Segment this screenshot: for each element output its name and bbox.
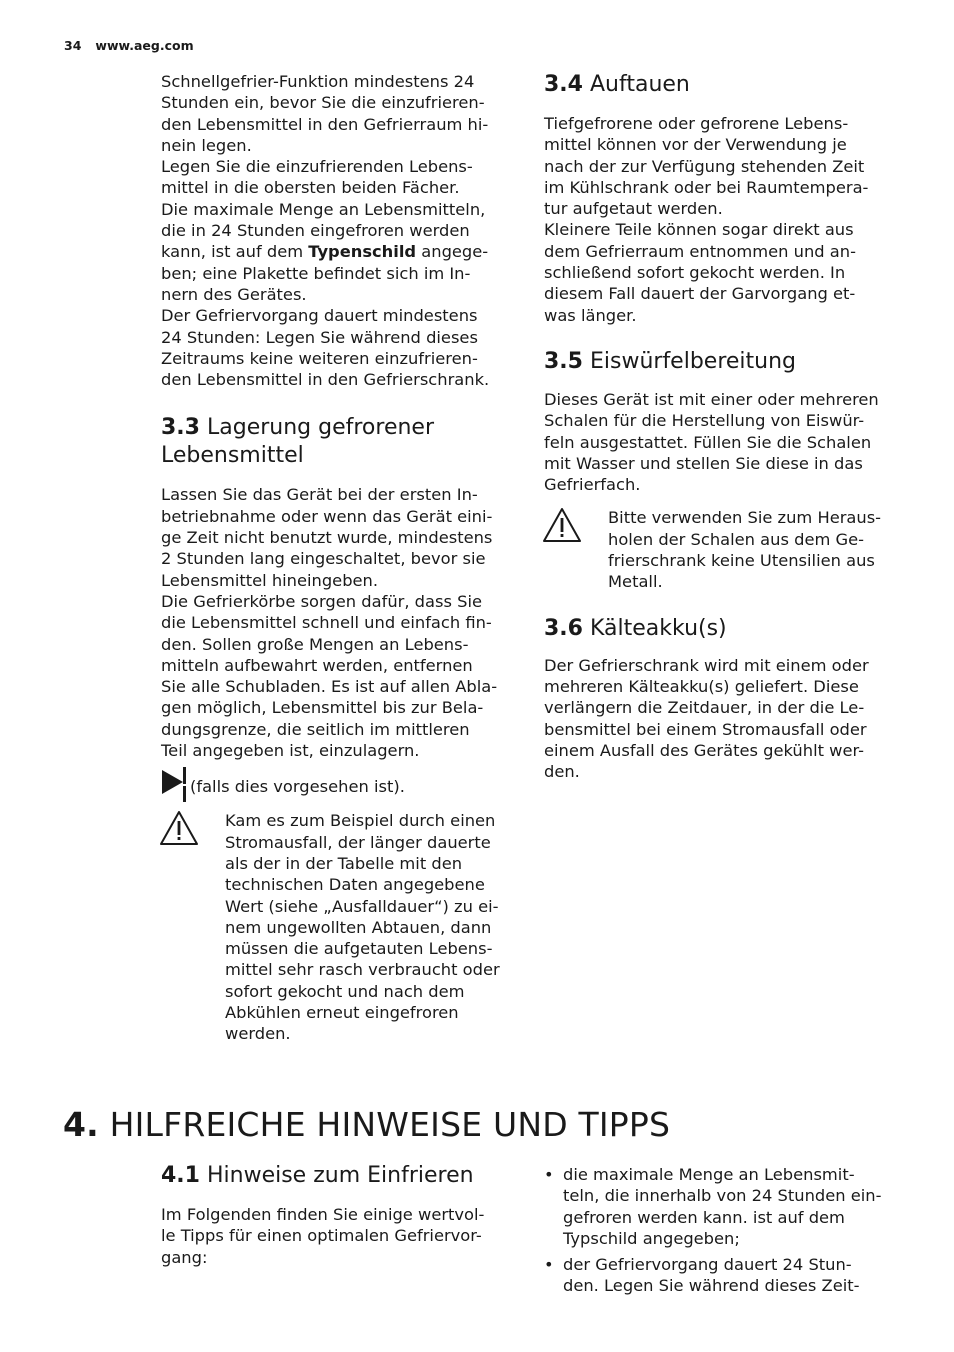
text-line: gen möglich, Lebensmittel bis zur Bela- [161, 698, 484, 718]
text-line: Stromausfall, der länger dauerte [225, 832, 491, 852]
text-span: angege- [416, 242, 489, 262]
text-line: le Tipps für einen optimalen Gefriervor- [161, 1226, 482, 1246]
text-line: Gefrierfach. [544, 475, 641, 495]
text-line: den Lebensmittel in den Gefrierraum hi- [161, 114, 489, 134]
text-line: mehreren Kälteakku(s) geliefert. Diese [544, 676, 859, 696]
text-line: Kleinere Teile können sogar direkt aus [544, 220, 854, 240]
section-number: 4.1 [161, 1163, 200, 1188]
text-line: holen der Schalen aus dem Ge- [608, 529, 865, 549]
text-line: Legen Sie die einzufrierenden Lebens- [161, 157, 473, 177]
text-line: ge Zeit nicht benutzt wurde, mindestens [161, 528, 493, 548]
typenschild-bold: Typenschild [308, 242, 417, 262]
section-4-1-body [161, 1204, 513, 1268]
text-line: Sie alle Schubladen. Es ist auf allen Abla- [161, 677, 498, 697]
text-line: mittel können vor der Verwendung je [544, 135, 847, 155]
section-3-5-heading [544, 348, 899, 376]
text-line: werden. [225, 1024, 291, 1044]
page-number: 34 [64, 38, 82, 53]
chapter-title: HILFREICHE HINWEISE UND TIPPS [109, 1105, 671, 1144]
display-marker-icon [161, 766, 189, 809]
warning-triangle-icon [159, 810, 199, 851]
text-line: was länger. [544, 305, 637, 325]
text-line: Stunden ein, bevor Sie die einzufrieren- [161, 93, 485, 113]
text-line: frierschrank keine Utensilien aus [608, 551, 875, 571]
text-line: mit Wasser und stellen Sie diese in das [544, 453, 863, 473]
text-line: den Lebensmittel in den Gefrierschrank. [161, 370, 490, 390]
text-line: Kam es zum Beispiel durch einen [225, 811, 496, 831]
section-3-6-heading [544, 615, 899, 643]
text-line: 2 Stunden lang eingeschaltet, bevor sie [161, 549, 486, 569]
intro-paragraph [161, 71, 513, 390]
right-column [544, 71, 899, 782]
text-line: nem ungewollten Abtauen, dann [225, 917, 492, 937]
text-line: Teil angegeben ist, einzulagern. [161, 741, 420, 761]
text-line: Tiefgefrorene oder gefrorene Lebens- [544, 114, 849, 133]
warning-block [544, 507, 899, 592]
text-line [161, 241, 513, 262]
text-line: Der Gefrierschrank wird mit einem oder [544, 655, 869, 675]
text-line: diesem Fall dauert der Garvorgang et- [544, 284, 856, 304]
text-line: Zeitraums keine weiteren einzufrieren- [161, 348, 478, 368]
note-text: (falls dies vorgesehen ist). [190, 777, 405, 797]
chapter-number: 4. [63, 1105, 99, 1144]
text-line: Abkühlen erneut eingefroren [225, 1002, 459, 1022]
section-3-6-body [544, 655, 899, 783]
text-line: Lassen Sie das Gerät bei der ersten In- [161, 485, 478, 505]
text-line: die Lebensmittel schnell und einfach fin- [161, 613, 492, 633]
section-3-4-heading [544, 71, 899, 99]
text-line: bensmittel bei einem Stromausfall oder [544, 719, 867, 739]
text-line: mittel sehr rasch verbraucht oder [225, 960, 500, 980]
text-line: • der Gefriervorgang dauert 24 Stun- [563, 1255, 852, 1275]
section-number: 3.3 [161, 415, 200, 441]
text-line: Schalen für die Herstellung von Eiswür- [544, 411, 865, 431]
text-span: kann, ist auf dem [161, 242, 309, 262]
text-line: den. Legen Sie während dieses Zeit- [563, 1276, 860, 1296]
left-column [161, 71, 513, 1045]
text-line: Die Gefrierkörbe sorgen dafür, dass Sie [161, 591, 483, 611]
text-line: gefroren werden kann. ist auf dem [563, 1207, 845, 1227]
text-line: tur aufgetaut werden. [544, 199, 723, 219]
text-line: müssen die aufgetauten Lebens- [225, 939, 493, 959]
chapter-4-heading [63, 1103, 670, 1147]
text-line: ben; eine Plakette befindet sich im In- [161, 263, 471, 283]
section-title: Auftauen [589, 72, 690, 97]
section-title: Kälteakku(s) [589, 615, 727, 641]
text-line: im Kühlschrank oder bei Raumtempera- [544, 177, 869, 197]
text-line: Die maximale Menge an Lebensmitteln, [161, 199, 486, 219]
section-number: 3.5 [544, 348, 583, 374]
text-line: technischen Daten angegebene [225, 875, 485, 895]
section-title: Eiswürfelbereitung [589, 348, 797, 374]
section-4-1-heading [161, 1162, 513, 1190]
text-line: dem Gefrierraum entnommen und an- [544, 241, 856, 261]
text-line: dungsgrenze, die seitlich im mittleren [161, 719, 470, 739]
text-line: Wert (siehe „Ausfalldauer“) zu ei- [225, 896, 499, 916]
text-line: nein legen. [161, 135, 252, 155]
text-line: Metall. [608, 572, 663, 592]
warning-block [161, 810, 513, 1044]
text-line: einem Ausfall des Gerätes gekühlt wer- [544, 740, 865, 760]
text-line: Dieses Gerät ist mit einer oder mehreren [544, 389, 879, 409]
text-line: teln, die innerhalb von 24 Stunden ein- [563, 1186, 882, 1206]
text-line: als der in der Tabelle mit den [225, 853, 463, 873]
text-line: feln ausgestattet. Füllen Sie die Schalen [544, 432, 872, 452]
warning-triangle-icon [542, 507, 582, 548]
text-line: mitteln aufbewahrt werden, entfernen [161, 655, 473, 675]
section-title: Hinweise zum Einfrieren [206, 1163, 474, 1188]
text-line: Bitte verwenden Sie zum Heraus- [608, 508, 882, 528]
text-line: Im Folgenden finden Sie einige wertvol- [161, 1205, 485, 1224]
text-line: mittel in die obersten beiden Fächer. [161, 178, 460, 198]
text-line: nern des Gerätes. [161, 284, 307, 304]
text-line: den. Sollen große Mengen an Lebens- [161, 634, 469, 654]
section-3-5-body [544, 389, 899, 495]
section-title: Lagerung gefrorener [206, 415, 434, 441]
text-line: Der Gefriervorgang dauert mindestens [161, 306, 478, 326]
text-line: betriebnahme oder wenn das Gerät eini- [161, 506, 493, 526]
list-item [544, 1254, 899, 1297]
text-line: sofort gekocht und nach dem [225, 981, 465, 1001]
section-3-3-heading [161, 414, 513, 470]
text-line: • die maximale Menge an Lebensmit- [563, 1165, 855, 1184]
text-line: die in 24 Stunden eingefroren werden [161, 221, 470, 241]
section-3-4-body [544, 113, 899, 326]
text-line: nach der zur Verfügung stehenden Zeit [544, 156, 865, 176]
text-line: Schnellgefrier-Funktion mindestens 24 [161, 72, 475, 91]
list-item [544, 1164, 899, 1249]
site-url: www.aeg.com [95, 38, 194, 53]
tips-list-column [544, 1164, 899, 1302]
text-line: Lebensmittel hineingeben. [161, 570, 379, 590]
section-number: 3.4 [544, 72, 583, 97]
tips-list [544, 1164, 899, 1297]
section-4-1 [161, 1162, 513, 1268]
text-line: gang: [161, 1247, 208, 1267]
text-line: den. [544, 762, 580, 782]
section-title: Lebensmittel [161, 443, 304, 469]
text-line: 24 Stunden: Legen Sie während dieses [161, 327, 478, 347]
text-line: schließend sofort gekocht werden. In [544, 263, 846, 283]
section-number: 3.6 [544, 615, 583, 641]
display-note [161, 768, 513, 802]
text-line: verlängern die Zeitdauer, in der die Le- [544, 698, 865, 718]
section-3-3-body [161, 484, 513, 761]
text-line: Typschild angegeben; [563, 1228, 740, 1248]
page-header [64, 38, 194, 53]
